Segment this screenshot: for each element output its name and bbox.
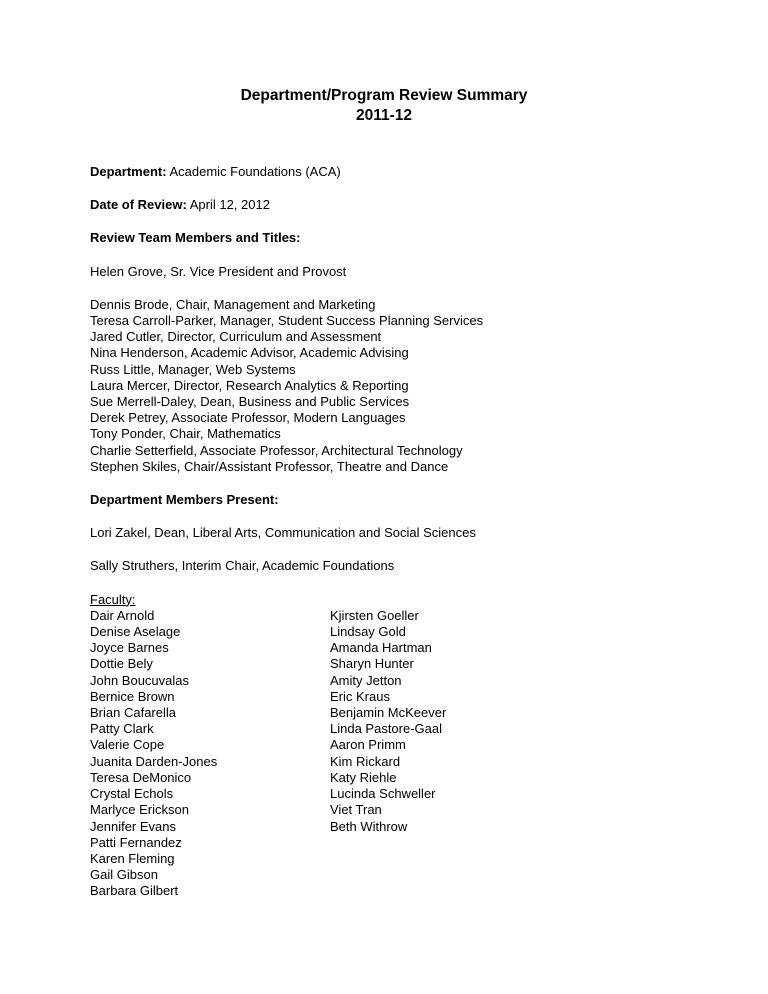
- faculty-name: Lucinda Schweller: [330, 786, 436, 802]
- review-team-member: Teresa Carroll-Parker, Manager, Student Success Planning Services: [90, 313, 484, 329]
- document-title-line1: Department/Program Review Summary: [240, 87, 528, 104]
- faculty-name: Lindsay Gold: [330, 624, 406, 640]
- faculty-name: Teresa DeMonico: [90, 769, 192, 785]
- faculty-name: Bernice Brown: [90, 688, 175, 704]
- faculty-name: Valerie Cope: [90, 737, 165, 753]
- faculty-name: Sharyn Hunter: [330, 656, 414, 672]
- document-title: [90, 86, 678, 126]
- date-of-review-field: [90, 197, 678, 213]
- faculty-name: Eric Kraus: [330, 688, 390, 704]
- faculty-name: Linda Pastore-Gaal: [330, 721, 443, 737]
- review-team-member: Nina Henderson, Academic Advisor, Academic Advising: [90, 345, 409, 361]
- faculty-name: Barbara Gilbert: [90, 883, 179, 899]
- date-of-review-label: Date of Review:: [90, 197, 187, 213]
- department-members-heading: Department Members Present:: [90, 492, 279, 508]
- faculty-name: Joyce Barnes: [90, 640, 169, 656]
- review-team-member: Tony Ponder, Chair, Mathematics: [90, 426, 281, 442]
- faculty-name: Dottie Bely: [90, 656, 153, 672]
- review-team-member: Stephen Skiles, Chair/Assistant Professor, Theatre and Dance: [90, 458, 449, 474]
- faculty-name: Patti Fernandez: [90, 834, 182, 850]
- date-of-review-value: April 12, 2012: [189, 197, 270, 213]
- faculty-name: Crystal Echols: [90, 786, 174, 802]
- review-team-member: Jared Cutler, Director, Curriculum and Assessment: [90, 329, 382, 345]
- department-label: Department:: [90, 164, 167, 179]
- faculty-columns: [90, 608, 678, 900]
- provost-line: Helen Grove, Sr. Vice President and Provost: [90, 263, 347, 279]
- review-team-heading: Review Team Members and Titles:: [90, 230, 301, 246]
- faculty-name: Denise Aselage: [90, 624, 181, 640]
- review-team-member: Laura Mercer, Director, Research Analytics & Reporting: [90, 377, 409, 393]
- faculty-name: Aaron Primm: [330, 737, 406, 753]
- faculty-name: Beth Withrow: [330, 818, 408, 834]
- faculty-name: Katy Riehle: [330, 769, 397, 785]
- faculty-name: Kjirsten Goeller: [330, 607, 419, 623]
- faculty-name: John Boucuvalas: [90, 672, 190, 688]
- faculty-name: Gail Gibson: [90, 867, 158, 883]
- faculty-name: Kim Rickard: [330, 753, 401, 769]
- faculty-column-left: [90, 608, 330, 900]
- department-value: Academic Foundations (ACA): [169, 164, 341, 179]
- faculty-column-right: [330, 608, 678, 900]
- faculty-name: Patty Clark: [90, 721, 154, 737]
- review-team-member: Dennis Brode, Chair, Management and Marketing: [90, 296, 376, 312]
- interim-chair-line: Sally Struthers, Interim Chair, Academic Foundations: [90, 558, 395, 574]
- faculty-name: Marlyce Erickson: [90, 802, 189, 818]
- review-team-member: Charlie Setterfield, Associate Professor, Architectural Technology: [90, 442, 463, 458]
- faculty-name: Juanita Darden-Jones: [90, 753, 218, 769]
- faculty-name: Amity Jetton: [330, 672, 402, 688]
- review-team-member: Derek Petrey, Associate Professor, Modern Languages: [90, 410, 406, 426]
- document-title-line2: 2011-12: [355, 107, 413, 124]
- faculty-name: Amanda Hartman: [330, 640, 432, 656]
- review-team-member: Sue Merrell-Daley, Dean, Business and Public Services: [90, 394, 410, 410]
- review-team-list: [90, 297, 678, 475]
- faculty-name: Jennifer Evans: [90, 818, 176, 834]
- dean-line: Lori Zakel, Dean, Liberal Arts, Communication and Social Sciences: [90, 525, 476, 541]
- faculty-name: Dair Arnold: [90, 607, 155, 623]
- faculty-name: Benjamin McKeever: [330, 705, 447, 721]
- department-field: [90, 164, 678, 180]
- faculty-name: Karen Fleming: [90, 850, 175, 866]
- faculty-label: Faculty:: [90, 591, 136, 607]
- review-team-member: Russ Little, Manager, Web Systems: [90, 361, 296, 377]
- faculty-name: Brian Cafarella: [90, 705, 176, 721]
- faculty-name: Viet Tran: [330, 802, 382, 818]
